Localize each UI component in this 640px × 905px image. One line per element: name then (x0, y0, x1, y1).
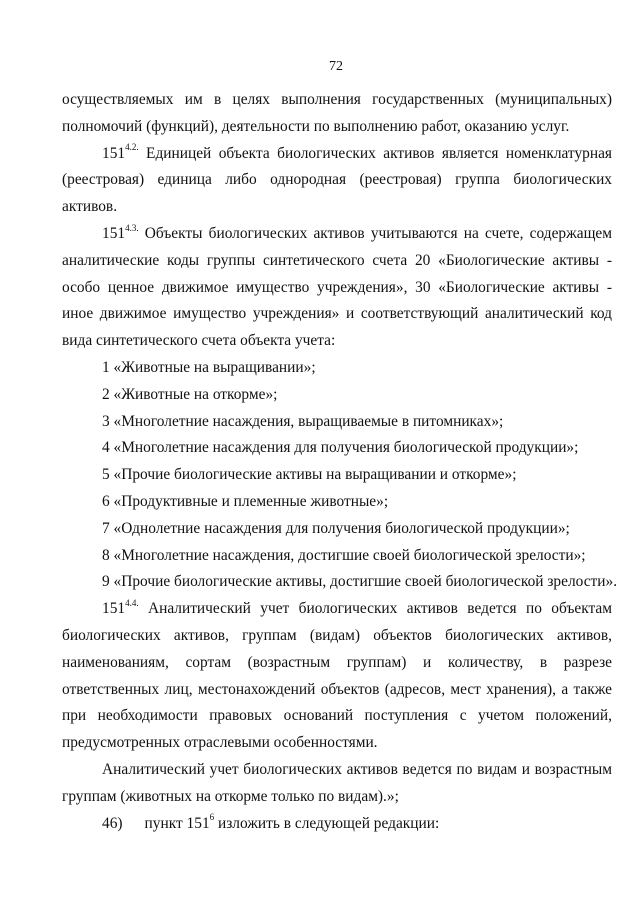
list-item-3: 3 «Многолетние насаждения, выращиваемые в питомниках»; (102, 412, 504, 430)
clause-number: 151 (102, 144, 126, 162)
list-item-8: 8 «Многолетние насаждения, достигшие своей биологической зрелости»; (102, 546, 586, 564)
clause-superscript: 4.2. (125, 142, 139, 153)
paragraph-46 (62, 811, 612, 838)
list-item-7: 7 «Однолетние насаждения для получения биологической продукции»; (102, 519, 570, 537)
clause-superscript: 4.4. (125, 598, 139, 609)
list-item-4: 4 «Многолетние насаждения для получения биологической продукции»; (102, 439, 579, 457)
clause-number: 151 (102, 600, 126, 618)
clause-number: 151 (102, 224, 126, 242)
paragraph-151-4-4 (62, 596, 612, 757)
clause-text: Аналитический учет биологических активов ведется по объектам биологических активов, группам (видам) объектов биологических активов, наименованиям, сортам (возрастным группам) и количеству, в разрезе ответственных лиц, местонахождений объектов (адресов, мест хранения), а также при необходимости правовых оснований поступления с учетом положений, предусмотренных отраслевыми особенностями. (62, 600, 612, 752)
item-text-after: изложить в следующей редакции: (214, 814, 440, 832)
paragraph-intro: осуществляемых им в целях выполнения государственных (муниципальных) полномочий (функций), деятельности по выполнению работ, оказанию услуг. (62, 91, 612, 135)
list-item-6: 6 «Продуктивные и племенные животные»; (102, 492, 389, 510)
document-body (62, 87, 618, 837)
list-item-2: 2 «Животные на откорме»; (102, 385, 278, 403)
paragraph-151-4-3 (62, 221, 612, 355)
page-number: 72 (329, 59, 343, 74)
paragraph-151-4-2 (62, 141, 612, 221)
item-label: 46) (102, 814, 123, 832)
item-text-before: пункт 151 (144, 814, 210, 832)
item-superscript: 6 (209, 812, 215, 823)
list-item-5: 5 «Прочие биологические активы на выращивании и откорме»; (102, 466, 517, 484)
list-item-1: 1 «Животные на выращивании»; (102, 358, 316, 376)
paragraph-analytic-accounting: Аналитический учет биологических активов ведется по видам и возрастным группам (животных на откорме только по видам).»; (62, 760, 612, 805)
clause-superscript: 4.3. (125, 222, 139, 233)
clause-text: Единицей объекта биологических активов является номенклатурная (реестровая) единица либо однородная (реестровая) группа биологических активов. (62, 144, 612, 216)
clause-text: Объекты биологических активов учитываются на счете, содержащем аналитические коды группы синтетического счета 20 «Биологические активы - особо ценное движимое имущество учреждения», 30 «Биологические активы - иное движимое имущество учреждения» и соответствующий аналитический код вида синтетического счета объекта учета: (62, 224, 612, 350)
list-item-9: 9 «Прочие биологические активы, достигшие своей биологической зрелости». (102, 573, 618, 591)
